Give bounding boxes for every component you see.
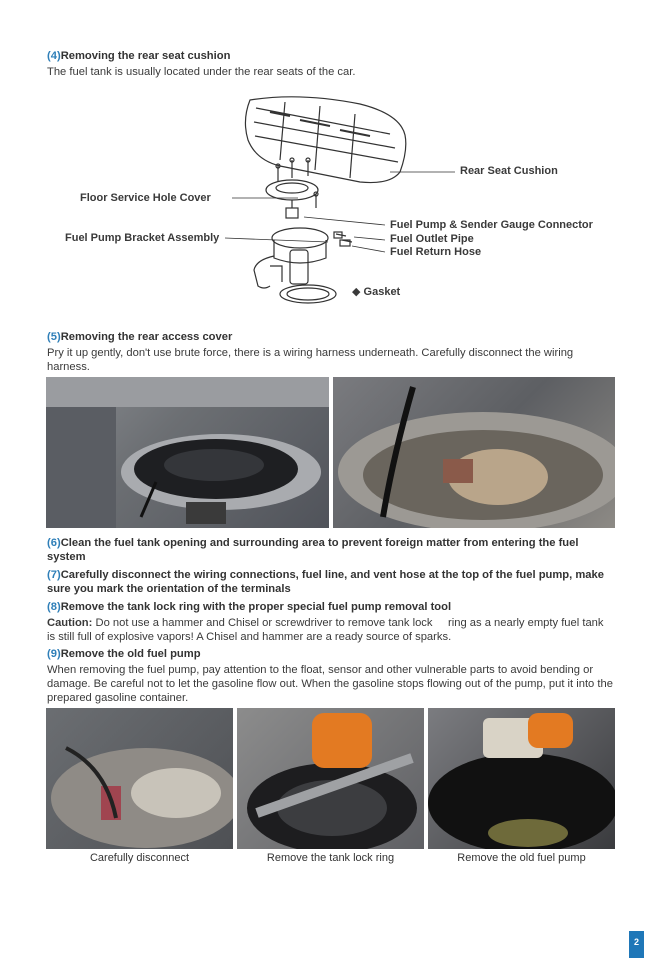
section-4-title: Removing the rear seat cushion <box>60 50 231 62</box>
caption-remove-old-pump: Remove the old fuel pump <box>457 852 586 864</box>
label-fuel-pump-bracket-assembly: Fuel Pump Bracket Assembly <box>65 232 220 244</box>
old-pump-illustration <box>428 708 615 849</box>
section-4-heading <box>47 49 230 63</box>
section-4-number: (4) <box>47 50 61 62</box>
section-9-text: When removing the fuel pump, pay attention to the float, sensor and other vulnerable parts to avoid bending or damage. Be careful not to let the gasoline flow out. When the gasoline stops flowing out of the pump, put it into the prepared gasoline container. <box>47 664 613 704</box>
section-6-heading: (6)Clean the fuel tank opening and surrounding area to prevent foreign matter from entering the fuel system <box>47 537 579 563</box>
photo-lock-ring <box>237 708 424 849</box>
caption-carefully-disconnect: Carefully disconnect <box>89 852 190 864</box>
section-5-text: Pry it up gently, don't use brute force, there is a wiring harness underneath. Carefully disconnect the wiring harness. <box>47 347 574 373</box>
section-8-heading: (8)Remove the tank lock ring with the proper special fuel pump removal tool <box>47 601 452 613</box>
label-fuel-outlet-pipe: Fuel Outlet Pipe <box>390 233 474 245</box>
wiring-harness-illustration <box>333 377 615 528</box>
section-5-heading: (5)Removing the rear access cover <box>47 331 233 343</box>
caption-remove-lock-ring: Remove the tank lock ring <box>266 852 395 864</box>
section-4-text: The fuel tank is usually located under the rear seats of the car. <box>47 66 356 78</box>
fuel-pump-diagram <box>60 90 620 320</box>
photo-access-cover <box>46 377 329 528</box>
label-fuel-pump-sender-connector: Fuel Pump & Sender Gauge Connector <box>390 219 593 231</box>
exploded-diagram-drawing <box>60 90 620 320</box>
disconnect-illustration <box>46 708 233 849</box>
section-8-caution <box>47 616 612 644</box>
lock-ring-illustration <box>237 708 424 849</box>
label-gasket: ◆ Gasket <box>352 286 401 298</box>
page-number: 2 <box>629 931 644 958</box>
caution-label: Caution: <box>47 617 93 629</box>
section-7-heading: (7)Carefully disconnect the wiring connections, fuel line, and vent hose at the top of the fuel pump, make sure you mark the orientation of the terminals <box>47 569 604 595</box>
photo-wiring-harness <box>333 377 615 528</box>
section-9-heading: (9)Remove the old fuel pump <box>47 648 201 660</box>
label-floor-service-hole-cover: Floor Service Hole Cover <box>80 192 211 204</box>
photo-old-pump <box>428 708 615 849</box>
diamond-bullet-icon: ◆ <box>352 286 361 298</box>
photo-disconnect <box>46 708 233 849</box>
caution-text: Do not use a hammer and Chisel or screwdriver to remove tank lock ring as a nearly empty fuel tank is still full of explosive vapors! A Chisel and hammer are a ready source of sparks. <box>47 617 607 643</box>
access-cover-illustration <box>46 377 329 528</box>
label-fuel-return-hose: Fuel Return Hose <box>390 246 482 258</box>
label-rear-seat-cushion: Rear Seat Cushion <box>460 165 558 177</box>
